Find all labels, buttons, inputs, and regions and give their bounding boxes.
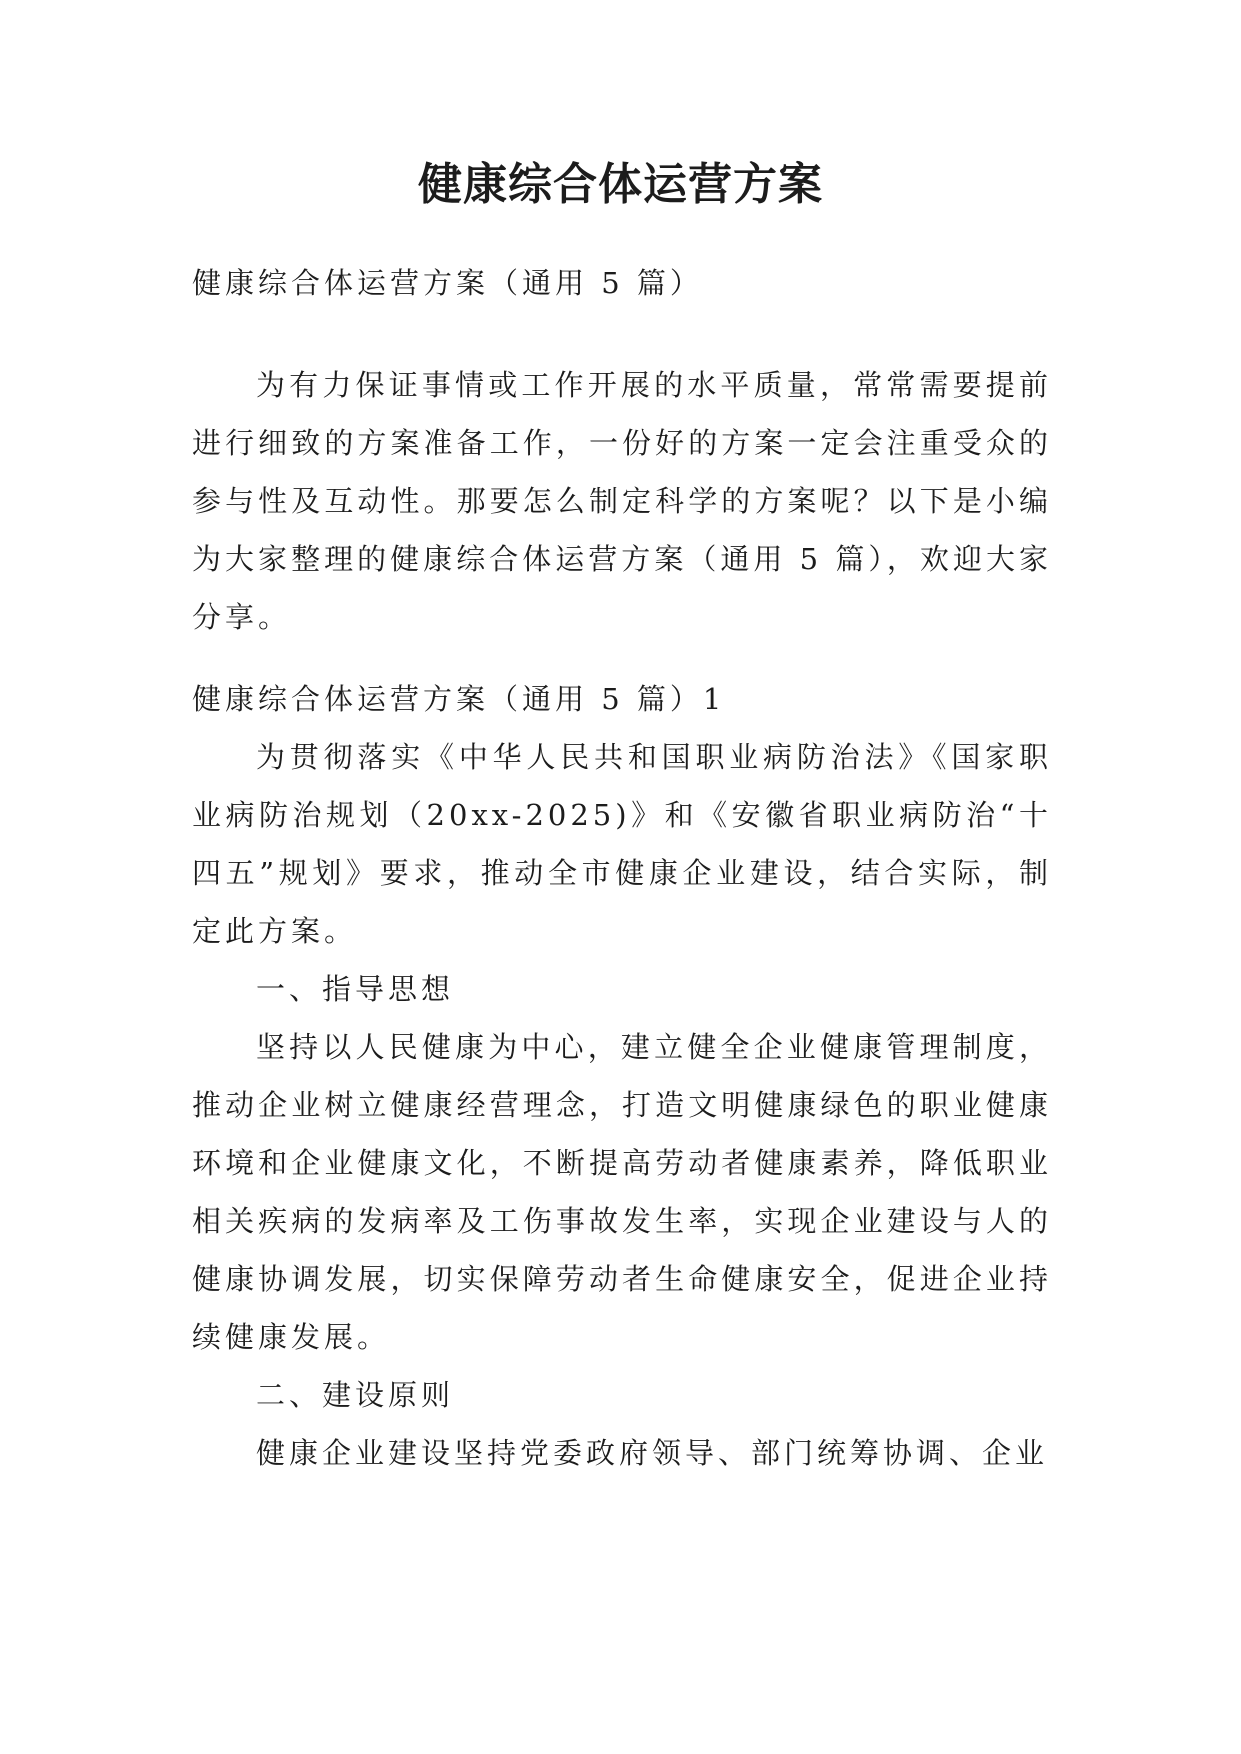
document-title: 健康综合体运营方案 — [418, 159, 823, 210]
heading-construction-principles: 二、建设原则 — [256, 1378, 455, 1412]
construction-principles-paragraph: 健康企业建设坚持党委政府领导、部门统筹协调、企业 — [256, 1436, 1049, 1470]
intro-paragraph: 为有力保证事情或工作开展的水平质量，常常需要提前进行细致的方案准备工作，一份好的方案一定会注重受众的参与性及互动性。那要怎么制定科学的方案呢？以下是小编为大家整理的健康综合体运营方案（通用 5 篇），欢迎大家分享。 — [192, 368, 1052, 634]
guiding-ideology-paragraph: 坚持以人民健康为中心，建立健全企业健康管理制度，推动企业树立健康经营理念，打造文明健康绿色的职业健康环境和企业健康文化，不断提高劳动者健康素养，降低职业相关疾病的发病率及工伤事故发生率，实现企业建设与人的健康协调发展，切实保障劳动者生命健康安全，促进企业持续健康发展。 — [192, 1030, 1052, 1354]
section-1-paragraph: 为贯彻落实《中华人民共和国职业病防治法》《国家职业病防治规划（20xx-2025)》和《安徽省职业病防治“十四五”规划》要求，推动全市健康企业建设，结合实际，制定此方案。 — [192, 740, 1052, 948]
section-1-heading: 健康综合体运营方案（通用 5 篇）1 — [192, 682, 726, 716]
document-subtitle: 健康综合体运营方案（通用 5 篇） — [192, 266, 703, 300]
heading-guiding-ideology: 一、指导思想 — [256, 972, 455, 1006]
